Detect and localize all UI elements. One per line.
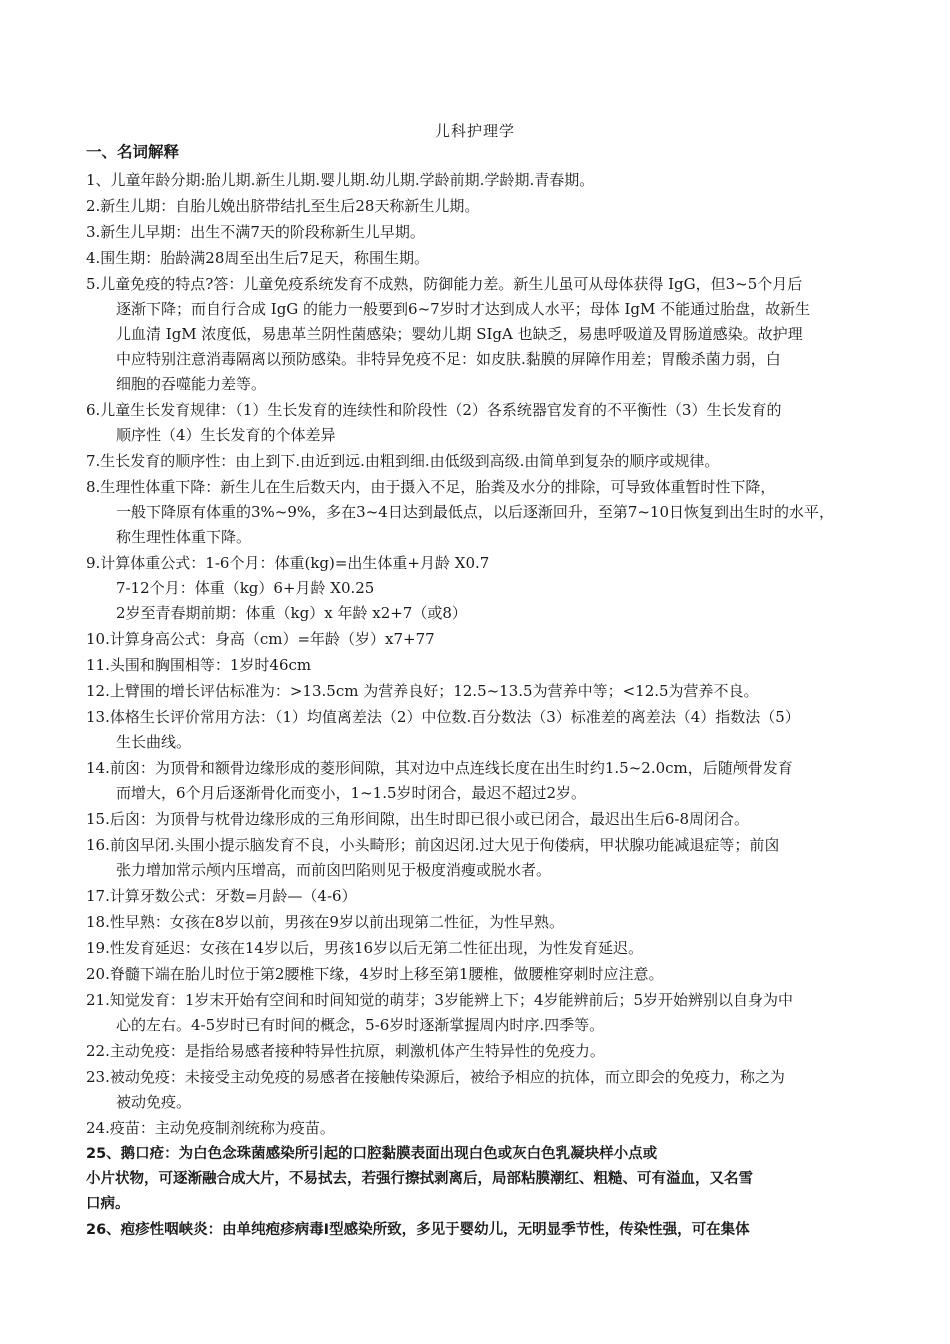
entry-line: 14.前囟：为顶骨和额骨边缘形成的菱形间隙，其对边中点连线长度在出生时约1.5~2.0cm，后随颅骨发育 xyxy=(86,759,793,777)
list-item xyxy=(86,1065,871,1115)
entry-line: 3.新生儿早期：出生不满7天的阶段称新生儿早期。 xyxy=(86,223,425,241)
entry-line: 顺序性（4）生长发育的个体差异 xyxy=(116,426,336,444)
entry-line: 19.性发育延迟：女孩在14岁以后，男孩16岁以后无第二性征出现，为性发育延迟。 xyxy=(86,939,644,957)
entry-line: 18.性早熟：女孩在8岁以前，男孩在9岁以前出现第二性征，为性早熟。 xyxy=(86,913,564,931)
entry-line: 被动免疫。 xyxy=(116,1093,192,1111)
list-item xyxy=(86,272,871,397)
list-item xyxy=(86,756,871,806)
list-item xyxy=(86,653,871,678)
list-item xyxy=(86,475,871,550)
entry-line: 23.被动免疫：未接受主动免疫的易感者在接触传染源后，被给予相应的抗体，而立即会的免疫力，称之为 xyxy=(86,1068,785,1086)
list-item xyxy=(86,246,871,271)
list-item xyxy=(86,1142,871,1217)
entry-line: 15.后囟：为顶骨与枕骨边缘形成的三角形间隙，出生时即已很小或已闭合，最迟出生后6-8周闭合。 xyxy=(86,810,750,828)
list-item xyxy=(86,807,871,832)
entry-line: 8.生理性体重下降：新生儿在生后数天内，由于摄入不足，胎粪及水分的排除，可导致体重暂时性下降， xyxy=(86,478,776,496)
list-item xyxy=(86,962,871,987)
entry-line: 而增大，6个月后逐渐骨化而变小，1~1.5岁时闭合，最迟不超过2岁。 xyxy=(116,784,587,802)
entry-line: 2.新生儿期：自胎儿娩出脐带结扎至生后28天称新生儿期。 xyxy=(86,197,480,215)
entry-line: 9.计算体重公式：1-6个月：体重(kg)=出生体重+月龄 X0.7 xyxy=(86,554,490,572)
entry-line: 25、鹅口疮：为白色念珠菌感染所引起的口腔黏膜表面出现白色或灰白色乳凝块样小点或 xyxy=(86,1146,658,1162)
entry-line: 16.前囟早闭.头围小提示脑发育不良，小头畸形；前囟迟闭.过大见于佝偻病，甲状腺功能减退症等；前囟 xyxy=(86,836,780,854)
list-item xyxy=(86,679,871,704)
list-item xyxy=(86,1218,871,1243)
list-item xyxy=(86,194,871,219)
entry-line: 生长曲线。 xyxy=(116,733,192,751)
entry-line: 24.疫苗：主动免疫制剂统称为疫苗。 xyxy=(86,1119,335,1137)
entry-line: 口病。 xyxy=(86,1196,130,1212)
entry-line: 12.上臂围的增长评估标准为：>13.5cm 为营养良好；12.5~13.5为营养中等；<12.5为营养不良。 xyxy=(86,682,759,700)
entry-line: 11.头围和胸围相等：1岁时46cm xyxy=(86,656,312,674)
entry-line: 4.围生期：胎龄满28周至出生后7足天，称围生期。 xyxy=(86,249,429,267)
list-item xyxy=(86,884,871,909)
entry-line: 称生理性体重下降。 xyxy=(116,528,252,546)
list-item xyxy=(86,910,871,935)
entry-line: 5.儿童免疫的特点?答：儿童免疫系统发育不成熟，防御能力差。新生儿虽可从母体获得 IgG，但3~5个月后 xyxy=(86,275,803,293)
list-item xyxy=(86,833,871,883)
entries-list xyxy=(86,168,871,1243)
list-item xyxy=(86,627,871,652)
list-item xyxy=(86,1039,871,1064)
list-item xyxy=(86,449,871,474)
list-item xyxy=(86,398,871,448)
entry-line: 7-12个月：体重（kg）6+月龄 X0.25 xyxy=(116,579,375,597)
entry-line: 1、儿童年龄分期:胎儿期.新生儿期.婴儿期.幼儿期.学龄前期.学龄期.青春期。 xyxy=(86,171,595,189)
list-item xyxy=(86,705,871,755)
entry-line: 2岁至青春期前期：体重（kg）x 年龄 x2+7（或8） xyxy=(116,604,467,622)
entry-line: 6.儿童生长发育规律：（1）生长发育的连续性和阶段性（2）各系统器官发育的不平衡性（3）生长发育的 xyxy=(86,401,782,419)
entry-line: 儿血清 IgM 浓度低，易患革兰阴性菌感染；婴幼儿期 SIgA 也缺乏，易患呼吸道及胃肠道感染。故护理 xyxy=(116,325,803,343)
list-item xyxy=(86,551,871,626)
entry-line: 中应特别注意消毒隔离以预防感染。非特异免疫不足：如皮肤.黏膜的屏障作用差；胃酸杀菌力弱，白 xyxy=(116,350,781,368)
list-item xyxy=(86,988,871,1038)
entry-line: 7.生长发育的顺序性：由上到下.由近到远.由粗到细.由低级到高级.由简单到复杂的顺序或规律。 xyxy=(86,452,720,470)
entry-line: 20.脊髓下端在胎儿时位于第2腰椎下缘，4岁时上移至第1腰椎，做腰椎穿刺时应注意。 xyxy=(86,965,664,983)
entry-line: 细胞的吞噬能力差等。 xyxy=(116,375,267,393)
list-item xyxy=(86,936,871,961)
entry-line: 心的左右。4-5岁时已有时间的概念，5-6岁时逐渐掌握周内时序.四季等。 xyxy=(116,1016,605,1034)
entry-line: 22.主动免疫：是指给易感者接种特异性抗原，刺激机体产生特异性的免疫力。 xyxy=(86,1042,605,1060)
list-item xyxy=(86,1116,871,1141)
document-title: 儿科护理学 xyxy=(434,122,515,140)
entry-line: 小片状物，可逐渐融合成大片，不易拭去，若强行擦拭剥离后，局部粘膜潮红、粗糙、可有溢血，又名雪 xyxy=(86,1171,753,1187)
entry-line: 逐渐下降；而自行合成 IgG 的能力一般要到6~7岁时才达到成人水平；母体 IgM 不能通过胎盘，故新生 xyxy=(116,300,811,318)
entry-line: 21.知觉发育：1岁末开始有空间和时间知觉的萌芽；3岁能辨上下；4岁能辨前后；5岁开始辨别以自身为中 xyxy=(86,991,794,1009)
list-item xyxy=(86,220,871,245)
entry-line: 26、疱疹性咽峡炎：由单纯疱疹病毒Ⅰ型感染所致，多见于婴幼儿，无明显季节性，传染性强，可在集体 xyxy=(86,1222,750,1238)
entry-line: 10.计算身高公式：身高（cm）=年龄（岁）x7+77 xyxy=(86,630,435,648)
entry-line: 一般下降原有体重的3%~9%，多在3~4日达到最低点，以后逐渐回升，至第7~10日恢复到出生时的水平， xyxy=(116,503,835,521)
entry-line: 17.计算牙数公式：牙数=月龄—（4-6） xyxy=(86,887,357,905)
entry-line: 13.体格生长评价常用方法：（1）均值离差法（2）中位数.百分数法（3）标准差的离差法（4）指数法（5） xyxy=(86,708,800,726)
list-item xyxy=(86,168,871,193)
section-heading: 一、名词解释 xyxy=(86,143,180,161)
document-body xyxy=(86,140,871,1244)
entry-line: 张力增加常示颅内压增高，而前囟凹陷则见于极度消瘦或脱水者。 xyxy=(116,861,552,879)
